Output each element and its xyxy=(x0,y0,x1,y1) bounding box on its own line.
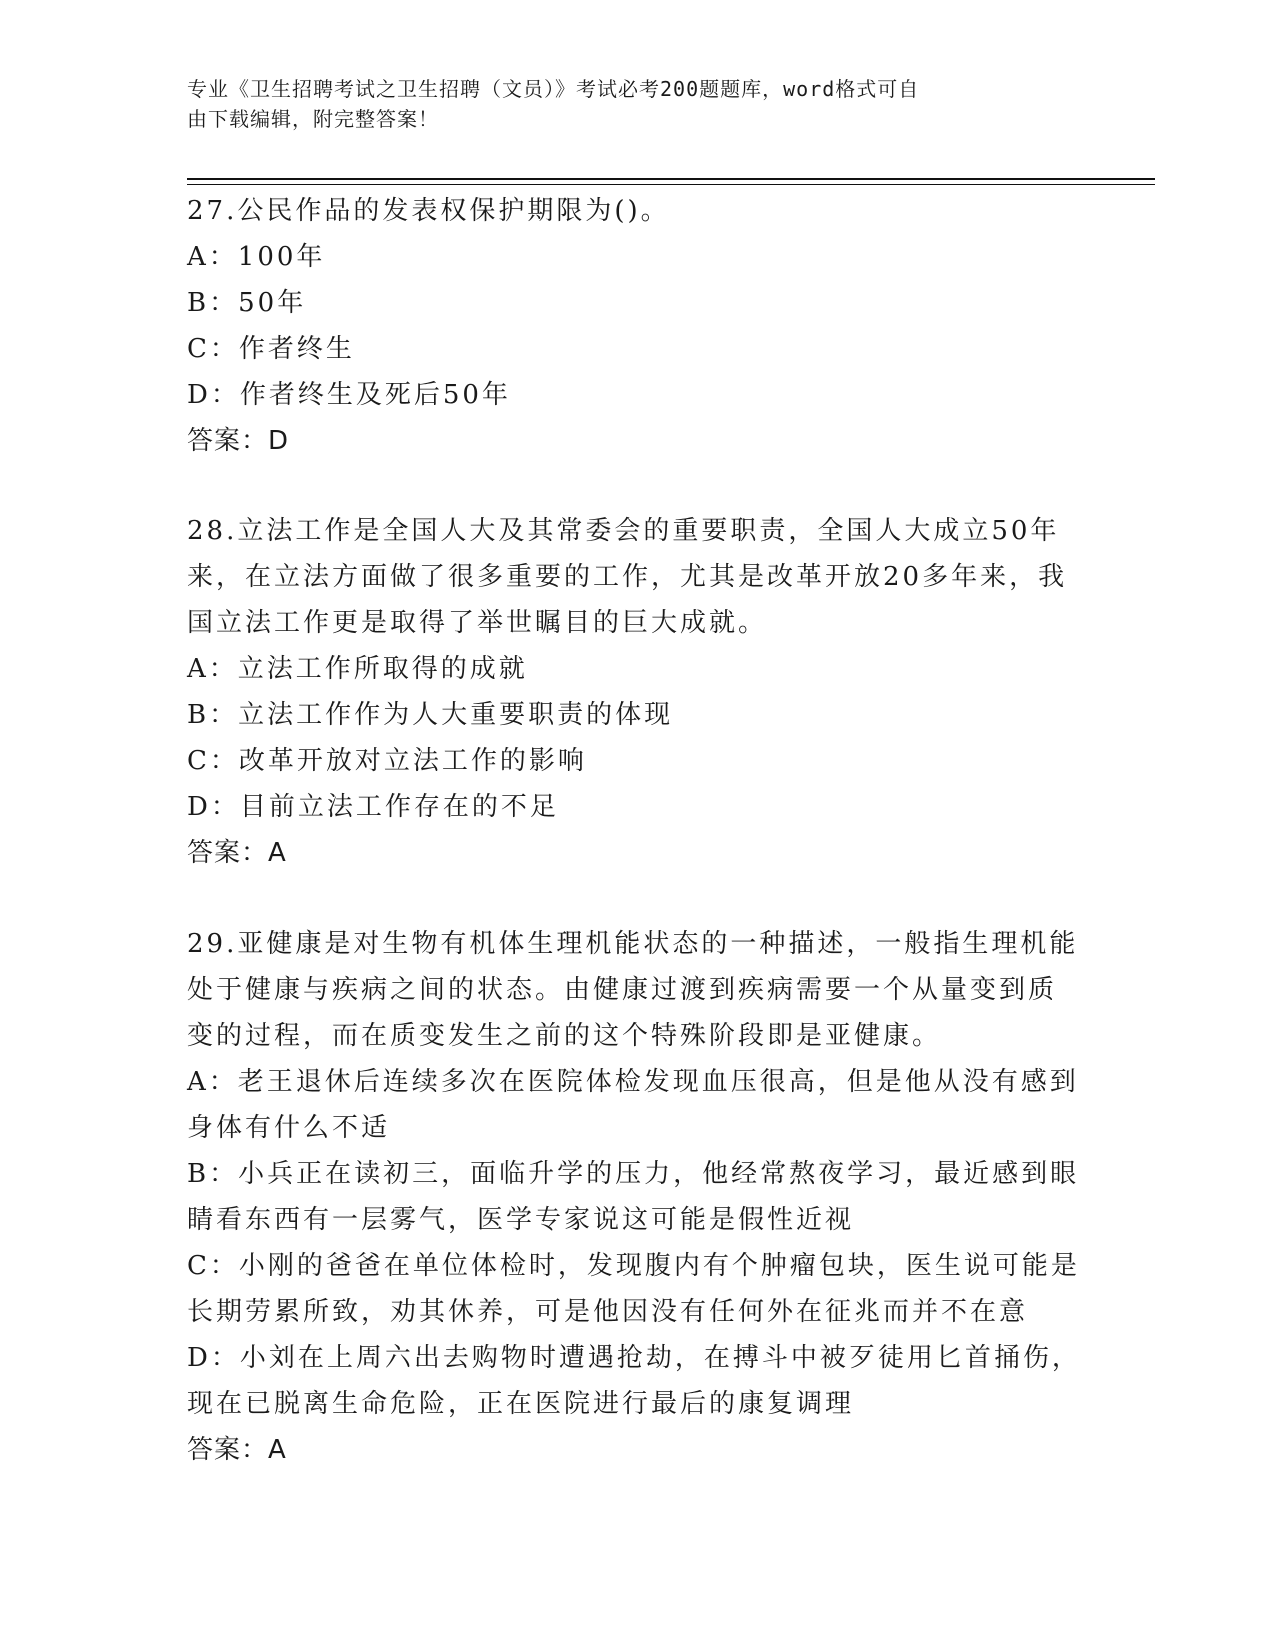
header-line-1: 专业《卫生招聘考试之卫生招聘（文员）》考试必考200题题库，word格式可自 xyxy=(187,77,920,101)
question-stem: 29.亚健康是对生物有机体生理机能状态的一种描述，一般指生理机能 xyxy=(187,929,1079,959)
option-a: A：100年 xyxy=(187,242,326,272)
option-d: D：目前立法工作存在的不足 xyxy=(187,792,559,822)
question-28 xyxy=(187,508,1087,876)
option-b-cont: 睛看东西有一层雾气，医学专家说这可能是假性近视 xyxy=(187,1205,855,1235)
answer-label: 答案：A xyxy=(187,838,287,868)
question-stem: 28.立法工作是全国人大及其常委会的重要职责，全国人大成立50年 xyxy=(187,516,1060,546)
option-b: B：立法工作作为人大重要职责的体现 xyxy=(187,700,674,730)
question-29 xyxy=(187,921,1087,1473)
answer-label: 答案：D xyxy=(187,426,290,456)
question-stem: 变的过程，而在质变发生之前的这个特殊阶段即是亚健康。 xyxy=(187,1021,942,1051)
question-stem: 国立法工作更是取得了举世瞩目的巨大成就。 xyxy=(187,608,768,638)
header-divider-thin xyxy=(187,184,1155,185)
option-c-cont: 长期劳累所致，劝其休养，可是他因没有任何外在征兆而并不在意 xyxy=(187,1297,1029,1327)
option-d-cont: 现在已脱离生命危险，正在医院进行最后的康复调理 xyxy=(187,1389,855,1419)
option-c: C：小刚的爸爸在单位体检时，发现腹内有个肿瘤包块，医生说可能是 xyxy=(187,1251,1080,1281)
question-stem: 处于健康与疾病之间的状态。由健康过渡到疾病需要一个从量变到质 xyxy=(187,975,1058,1005)
question-27 xyxy=(187,188,1087,464)
answer-label: 答案：A xyxy=(187,1435,287,1465)
option-a: A：老王退休后连续多次在医院体检发现血压很高，但是他从没有感到 xyxy=(187,1067,1079,1097)
option-d: D：小刘在上周六出去购物时遭遇抢劫，在搏斗中被歹徒用匕首捅伤， xyxy=(187,1343,1081,1373)
option-a-cont: 身体有什么不适 xyxy=(187,1113,391,1143)
option-d: D：作者终生及死后50年 xyxy=(187,380,511,410)
option-c: C：作者终生 xyxy=(187,334,355,364)
document-header xyxy=(187,74,1067,134)
option-c: C：改革开放对立法工作的影响 xyxy=(187,746,587,776)
option-b: B：小兵正在读初三，面临升学的压力，他经常熬夜学习，最近感到眼 xyxy=(187,1159,1080,1189)
question-stem: 27.公民作品的发表权保护期限为()。 xyxy=(187,196,670,226)
header-line-2: 由下载编辑，附完整答案！ xyxy=(187,107,439,131)
option-b: B：50年 xyxy=(187,288,307,318)
option-a: A：立法工作所取得的成就 xyxy=(187,654,528,684)
question-stem: 来，在立法方面做了很多重要的工作，尤其是改革开放20多年来，我 xyxy=(187,562,1068,592)
header-divider-thick xyxy=(187,178,1155,180)
